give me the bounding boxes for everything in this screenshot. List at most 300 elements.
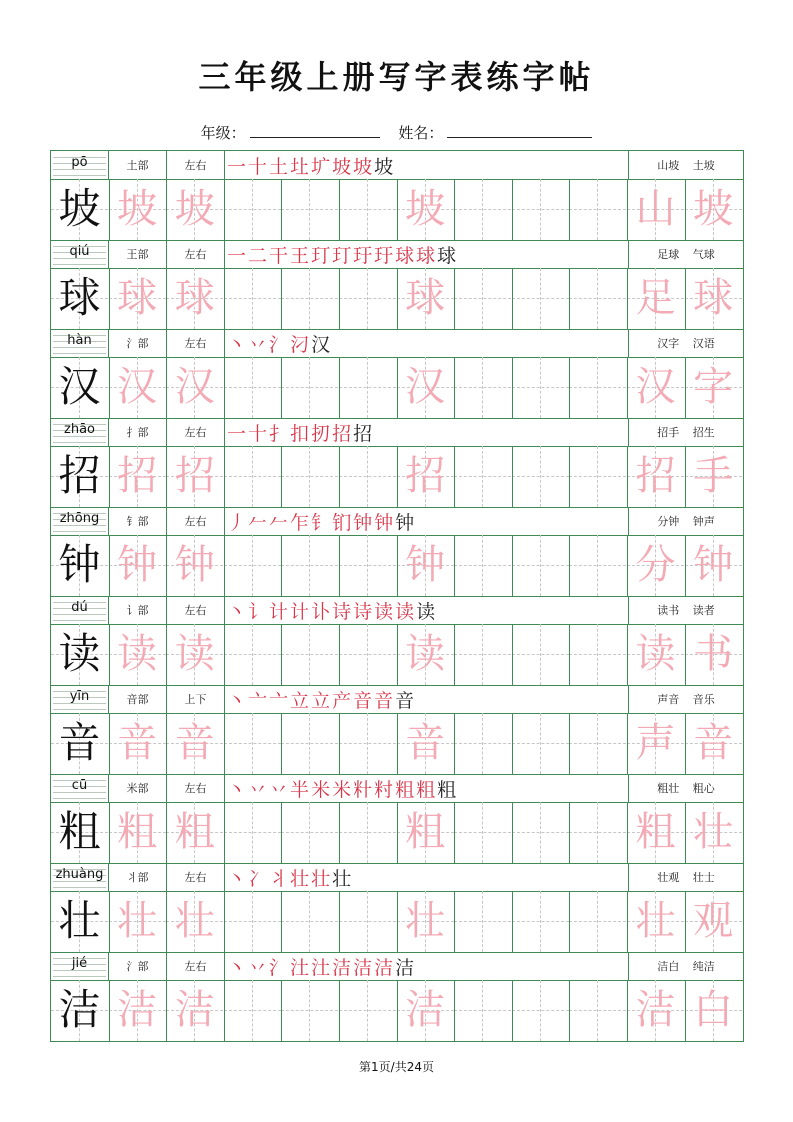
- writing-cell[interactable]: [454, 624, 511, 685]
- pinyin-guide-line: [53, 175, 106, 176]
- stroke-step: 籵: [353, 779, 373, 801]
- stroke-step: 钟: [395, 512, 415, 534]
- trace-char: 汉: [174, 364, 215, 410]
- writing-cell[interactable]: [685, 891, 742, 952]
- trace-char: 球: [117, 275, 158, 321]
- writing-cell[interactable]: [512, 179, 569, 240]
- cell-border: [224, 446, 225, 507]
- cell-guide-v: [309, 713, 310, 774]
- cell-border: [281, 713, 282, 774]
- writing-cell[interactable]: [627, 802, 684, 863]
- char-info-row: [51, 240, 743, 269]
- writing-cell[interactable]: [109, 713, 166, 774]
- word-trace-char: 书: [693, 631, 734, 677]
- radical: 讠部: [126, 604, 149, 617]
- writing-cell[interactable]: [454, 357, 511, 418]
- grade-field[interactable]: [250, 123, 380, 138]
- writing-cell[interactable]: [569, 446, 626, 507]
- writing-cell[interactable]: [224, 446, 281, 507]
- cell-guide-v: [597, 713, 598, 774]
- cell-guide-v: [252, 713, 253, 774]
- cell-guide-v: [482, 624, 483, 685]
- example-words: 粗壮 粗心: [657, 782, 715, 795]
- writing-cell[interactable]: [569, 624, 626, 685]
- stroke-step: 丶: [227, 868, 247, 890]
- structure: 左右: [184, 248, 207, 261]
- cell-border: [166, 891, 167, 952]
- stroke-step: 音: [353, 690, 373, 712]
- writing-cell[interactable]: [512, 535, 569, 596]
- cell-guide-v: [367, 268, 368, 329]
- cell-border: [454, 179, 455, 240]
- writing-cell[interactable]: [569, 179, 626, 240]
- radical: 米部: [126, 782, 149, 795]
- cell-border: [166, 802, 167, 863]
- cell-border: [685, 980, 686, 1041]
- stroke-step: 读: [395, 601, 415, 623]
- writing-cell[interactable]: [397, 713, 454, 774]
- cell-border: [512, 535, 513, 596]
- cell-guide-v: [367, 357, 368, 418]
- stroke-step: 一: [227, 245, 247, 267]
- writing-cell[interactable]: [281, 713, 338, 774]
- example-words: 洁白 纯洁: [657, 960, 715, 973]
- writing-cell[interactable]: [454, 268, 511, 329]
- word-trace-char: 读: [635, 631, 676, 677]
- pinyin-guide-line: [53, 264, 106, 265]
- trace-char: 钟: [117, 542, 158, 588]
- cell-border: [512, 802, 513, 863]
- cell-guide-v: [597, 535, 598, 596]
- char-info-row: [51, 863, 743, 892]
- cell-border: [454, 268, 455, 329]
- cell-guide-v: [540, 713, 541, 774]
- cell-guide-v: [252, 891, 253, 952]
- stroke-step: 圵: [290, 156, 310, 178]
- stroke-step: 𠂉: [248, 512, 268, 534]
- writing-cell[interactable]: [627, 446, 684, 507]
- cell-border: [685, 713, 686, 774]
- radical: 土部: [126, 159, 149, 172]
- cell-guide-v: [482, 357, 483, 418]
- divider: [628, 685, 629, 713]
- writing-cell[interactable]: [454, 713, 511, 774]
- cell-guide-v: [309, 980, 310, 1041]
- writing-cell[interactable]: [339, 357, 396, 418]
- cell-border: [685, 268, 686, 329]
- writing-cell[interactable]: [397, 357, 454, 418]
- writing-cell[interactable]: [166, 802, 223, 863]
- pinyin: hàn: [67, 333, 92, 348]
- writing-cell[interactable]: [512, 980, 569, 1041]
- structure: 左右: [184, 782, 207, 795]
- stroke-step: 扣: [290, 423, 310, 445]
- writing-cell[interactable]: [281, 179, 338, 240]
- cell-border: [339, 802, 340, 863]
- cell-border: [224, 802, 225, 863]
- structure: 左右: [184, 960, 207, 973]
- cell-border: [685, 624, 686, 685]
- writing-cell[interactable]: [569, 802, 626, 863]
- example-words: 壮观 壮士: [657, 871, 715, 884]
- writing-cell[interactable]: [339, 446, 396, 507]
- writing-cell[interactable]: [281, 268, 338, 329]
- trace-char: 音: [174, 720, 215, 766]
- trace-char: 壮: [117, 898, 158, 944]
- writing-cell[interactable]: [281, 802, 338, 863]
- writing-cell[interactable]: [51, 535, 108, 596]
- char-info-row: [51, 418, 743, 447]
- writing-cell[interactable]: [166, 980, 223, 1041]
- stroke-step: 计: [290, 601, 310, 623]
- stroke-step: 丷: [248, 779, 268, 801]
- divider: [628, 596, 629, 624]
- stroke-step: 扌: [269, 423, 289, 445]
- writing-cell[interactable]: [397, 624, 454, 685]
- cell-border: [512, 446, 513, 507]
- stroke-step: 干: [269, 245, 289, 267]
- cell-border: [685, 802, 686, 863]
- writing-cell[interactable]: [51, 980, 108, 1041]
- char-row: [51, 151, 743, 240]
- writing-cell[interactable]: [109, 535, 166, 596]
- writing-cell[interactable]: [51, 357, 108, 418]
- stroke-step: 丶: [227, 334, 247, 356]
- stroke-step: 亠: [269, 690, 289, 712]
- writing-cell[interactable]: [224, 179, 281, 240]
- writing-cell[interactable]: [51, 268, 108, 329]
- writing-cell[interactable]: [281, 357, 338, 418]
- word-trace-char: 壮: [635, 898, 676, 944]
- stroke-step: 洁: [332, 957, 352, 979]
- writing-cell[interactable]: [109, 268, 166, 329]
- writing-cell[interactable]: [685, 268, 742, 329]
- writing-grid-row: [51, 179, 743, 241]
- cell-border: [397, 357, 398, 418]
- writing-cell[interactable]: [281, 535, 338, 596]
- writing-cell[interactable]: [224, 535, 281, 596]
- stroke-step: 球: [437, 245, 457, 267]
- writing-cell[interactable]: [627, 891, 684, 952]
- writing-cell[interactable]: [627, 357, 684, 418]
- cell-guide-v: [309, 179, 310, 240]
- stroke-step: 讠: [248, 601, 268, 623]
- writing-cell[interactable]: [454, 179, 511, 240]
- writing-cell[interactable]: [512, 624, 569, 685]
- writing-cell[interactable]: [397, 891, 454, 952]
- cell-border: [454, 713, 455, 774]
- cell-guide-v: [367, 535, 368, 596]
- trace-char: 壮: [405, 898, 446, 944]
- writing-cell[interactable]: [685, 713, 742, 774]
- structure: 上下: [184, 693, 207, 706]
- divider: [166, 240, 167, 268]
- writing-cell[interactable]: [224, 713, 281, 774]
- writing-cell[interactable]: [51, 446, 108, 507]
- writing-cell[interactable]: [512, 446, 569, 507]
- model-char: 粗: [58, 807, 101, 856]
- cell-border: [281, 802, 282, 863]
- trace-char: 钟: [174, 542, 215, 588]
- writing-cell[interactable]: [627, 268, 684, 329]
- writing-cell[interactable]: [454, 446, 511, 507]
- writing-cell[interactable]: [109, 357, 166, 418]
- writing-cell[interactable]: [339, 268, 396, 329]
- divider: [224, 240, 225, 268]
- cell-guide-v: [482, 891, 483, 952]
- cell-border: [109, 357, 110, 418]
- writing-cell[interactable]: [627, 624, 684, 685]
- writing-cell[interactable]: [685, 535, 742, 596]
- stroke-step: 丿: [227, 512, 247, 534]
- writing-cell[interactable]: [627, 535, 684, 596]
- writing-cell[interactable]: [51, 802, 108, 863]
- writing-cell[interactable]: [512, 802, 569, 863]
- cell-border: [685, 535, 686, 596]
- writing-cell[interactable]: [224, 980, 281, 1041]
- stroke-step: 粗: [437, 779, 457, 801]
- writing-cell[interactable]: [166, 268, 223, 329]
- stroke-step: 丷: [248, 334, 268, 356]
- writing-cell[interactable]: [51, 891, 108, 952]
- writing-cell[interactable]: [166, 624, 223, 685]
- pinyin-guide-line: [53, 709, 106, 710]
- writing-grid-row: [51, 446, 743, 508]
- writing-cell[interactable]: [397, 802, 454, 863]
- writing-cell[interactable]: [569, 357, 626, 418]
- trace-char: 坡: [117, 186, 158, 232]
- word-trace-char: 足: [635, 275, 676, 321]
- stroke-order: [227, 597, 627, 623]
- writing-cell[interactable]: [109, 802, 166, 863]
- stroke-order: [227, 864, 627, 890]
- writing-cell[interactable]: [397, 446, 454, 507]
- writing-cell[interactable]: [166, 179, 223, 240]
- structure: 左右: [184, 515, 207, 528]
- writing-cell[interactable]: [512, 891, 569, 952]
- cell-border: [627, 802, 628, 863]
- trace-char: 球: [405, 275, 446, 321]
- divider: [166, 952, 167, 980]
- writing-cell[interactable]: [627, 980, 684, 1041]
- cell-border: [454, 446, 455, 507]
- cell-border: [109, 713, 110, 774]
- trace-char: 洁: [405, 987, 446, 1033]
- writing-cell[interactable]: [339, 891, 396, 952]
- writing-cell[interactable]: [166, 535, 223, 596]
- writing-cell[interactable]: [397, 980, 454, 1041]
- divider: [108, 774, 109, 802]
- cell-guide-v: [597, 624, 598, 685]
- model-char: 球: [58, 273, 101, 322]
- divider: [166, 774, 167, 802]
- writing-cell[interactable]: [51, 713, 108, 774]
- cell-border: [397, 980, 398, 1041]
- stroke-order: [227, 241, 627, 267]
- writing-cell[interactable]: [339, 713, 396, 774]
- writing-grid-row: [51, 624, 743, 686]
- writing-cell[interactable]: [454, 980, 511, 1041]
- trace-char: 读: [405, 631, 446, 677]
- stroke-step: 米: [332, 779, 352, 801]
- writing-cell[interactable]: [339, 624, 396, 685]
- cell-border: [109, 446, 110, 507]
- writing-cell[interactable]: [281, 624, 338, 685]
- writing-cell[interactable]: [339, 179, 396, 240]
- writing-cell[interactable]: [339, 535, 396, 596]
- char-row: [51, 507, 743, 596]
- writing-cell[interactable]: [454, 802, 511, 863]
- stroke-step: 二: [248, 245, 268, 267]
- writing-cell[interactable]: [569, 535, 626, 596]
- pinyin: pō: [71, 155, 88, 170]
- cell-border: [569, 980, 570, 1041]
- word-trace-char: 字: [693, 364, 734, 410]
- trace-char: 钟: [405, 542, 446, 588]
- cell-guide-v: [252, 179, 253, 240]
- writing-cell[interactable]: [109, 446, 166, 507]
- writing-cell[interactable]: [685, 980, 742, 1041]
- divider: [628, 952, 629, 980]
- writing-cell[interactable]: [685, 179, 742, 240]
- cell-guide-v: [309, 268, 310, 329]
- writing-cell[interactable]: [512, 713, 569, 774]
- stroke-step: 丶: [227, 601, 247, 623]
- cell-border: [454, 624, 455, 685]
- cell-border: [281, 535, 282, 596]
- writing-cell[interactable]: [569, 268, 626, 329]
- writing-cell[interactable]: [224, 268, 281, 329]
- radical: 音部: [126, 693, 149, 706]
- writing-cell[interactable]: [339, 980, 396, 1041]
- writing-cell[interactable]: [51, 624, 108, 685]
- cell-border: [109, 624, 110, 685]
- cell-border: [569, 446, 570, 507]
- writing-cell[interactable]: [569, 980, 626, 1041]
- cell-guide-v: [597, 268, 598, 329]
- divider: [166, 329, 167, 357]
- cell-border: [224, 624, 225, 685]
- cell-border: [627, 357, 628, 418]
- writing-cell[interactable]: [109, 624, 166, 685]
- cell-guide-v: [252, 446, 253, 507]
- writing-cell[interactable]: [51, 179, 108, 240]
- pinyin: zhuàng: [55, 867, 104, 882]
- cell-guide-v: [597, 802, 598, 863]
- stroke-step: 籿: [374, 779, 394, 801]
- writing-cell[interactable]: [166, 357, 223, 418]
- radical: 丬部: [126, 871, 149, 884]
- writing-cell[interactable]: [685, 357, 742, 418]
- writing-cell[interactable]: [109, 179, 166, 240]
- writing-grid-row: [51, 980, 743, 1041]
- writing-cell[interactable]: [166, 713, 223, 774]
- stroke-step: 玎: [332, 245, 352, 267]
- cell-guide-v: [252, 624, 253, 685]
- divider: [224, 952, 225, 980]
- writing-cell[interactable]: [281, 980, 338, 1041]
- writing-cell[interactable]: [627, 179, 684, 240]
- char-row: [51, 240, 743, 329]
- char-info-row: [51, 952, 743, 981]
- writing-cell[interactable]: [454, 535, 511, 596]
- pinyin: zhōng: [59, 511, 100, 526]
- cell-border: [569, 802, 570, 863]
- cell-guide-v: [482, 802, 483, 863]
- stroke-order: [227, 953, 627, 979]
- writing-cell[interactable]: [569, 891, 626, 952]
- stroke-step: 诗: [332, 601, 352, 623]
- cell-border: [224, 357, 225, 418]
- writing-cell[interactable]: [109, 980, 166, 1041]
- cell-border: [569, 891, 570, 952]
- writing-cell[interactable]: [685, 802, 742, 863]
- cell-border: [166, 179, 167, 240]
- stroke-step: 土: [269, 156, 289, 178]
- cell-border: [397, 891, 398, 952]
- writing-cell[interactable]: [166, 446, 223, 507]
- writing-cell[interactable]: [166, 891, 223, 952]
- writing-cell[interactable]: [339, 802, 396, 863]
- trace-char: 壮: [174, 898, 215, 944]
- writing-cell[interactable]: [397, 179, 454, 240]
- char-row: [51, 952, 743, 1041]
- writing-cell[interactable]: [281, 446, 338, 507]
- writing-cell[interactable]: [224, 891, 281, 952]
- writing-cell[interactable]: [224, 624, 281, 685]
- word-trace-char: 球: [693, 275, 734, 321]
- writing-cell[interactable]: [109, 891, 166, 952]
- stroke-order: [227, 686, 627, 712]
- name-field[interactable]: [447, 123, 592, 138]
- writing-cell[interactable]: [224, 802, 281, 863]
- writing-cell[interactable]: [281, 891, 338, 952]
- word-trace-char: 壮: [693, 809, 734, 855]
- cell-guide-v: [597, 179, 598, 240]
- writing-cell[interactable]: [685, 624, 742, 685]
- divider: [628, 151, 629, 179]
- radical: 氵部: [126, 960, 149, 973]
- stroke-step: 诗: [353, 601, 373, 623]
- writing-grid-row: [51, 802, 743, 864]
- cell-guide-v: [597, 357, 598, 418]
- writing-cell[interactable]: [569, 713, 626, 774]
- trace-char: 洁: [117, 987, 158, 1033]
- writing-cell[interactable]: [512, 357, 569, 418]
- writing-cell[interactable]: [627, 713, 684, 774]
- cell-guide-v: [540, 357, 541, 418]
- writing-cell[interactable]: [397, 268, 454, 329]
- writing-cell[interactable]: [224, 357, 281, 418]
- stroke-step: 洁: [395, 957, 415, 979]
- cell-border: [512, 357, 513, 418]
- word-trace-char: 声: [635, 720, 676, 766]
- word-trace-char: 粗: [635, 809, 676, 855]
- divider: [108, 329, 109, 357]
- cell-guide-v: [597, 446, 598, 507]
- cell-border: [627, 446, 628, 507]
- writing-cell[interactable]: [685, 446, 742, 507]
- trace-char: 汉: [405, 364, 446, 410]
- divider: [224, 507, 225, 535]
- stroke-step: 丶: [227, 690, 247, 712]
- writing-cell[interactable]: [397, 535, 454, 596]
- example-words: 声音 音乐: [657, 693, 715, 706]
- writing-cell[interactable]: [454, 891, 511, 952]
- writing-cell[interactable]: [512, 268, 569, 329]
- writing-grid-row: [51, 713, 743, 775]
- cell-guide-v: [540, 535, 541, 596]
